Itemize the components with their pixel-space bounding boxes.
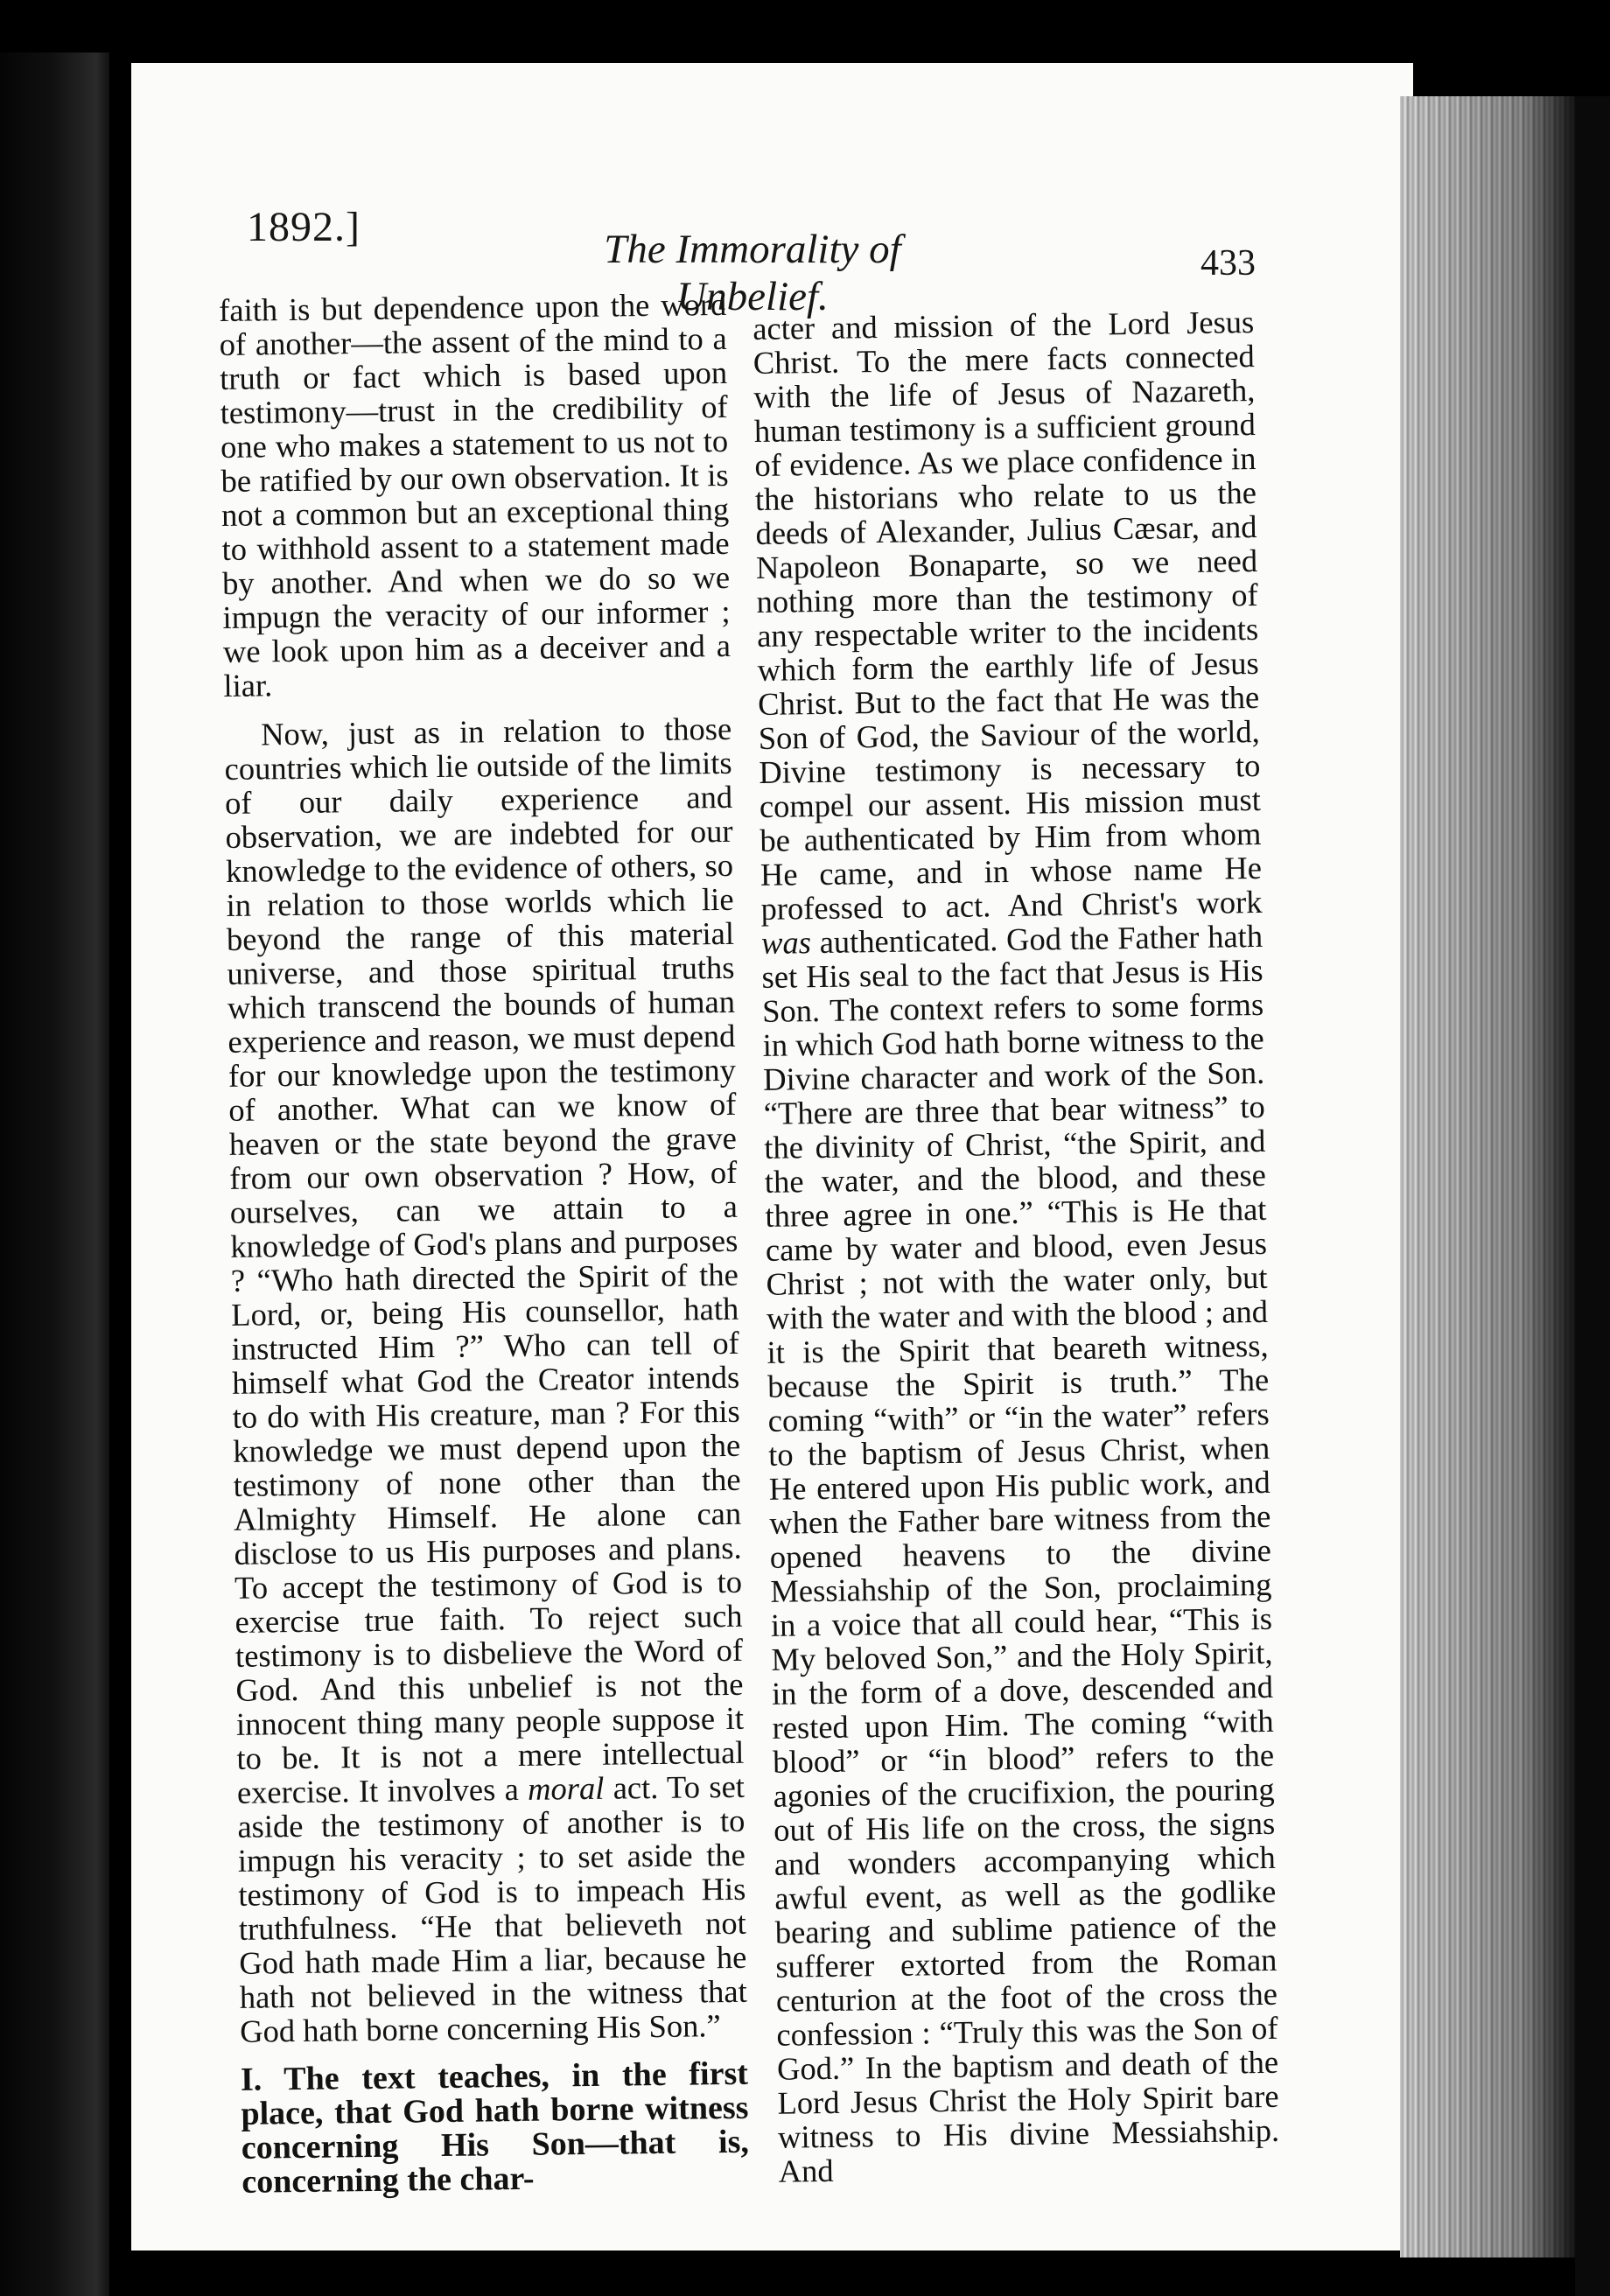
italic-word: was [760, 924, 812, 961]
right-scan-edge [1575, 96, 1610, 2296]
italic-word: moral [527, 1769, 605, 1807]
paragraph: faith is but dependence upon the word of another—the assent of the mind to a truth or fact which is based upon testimony—trust in the credibility of one who makes a statement to us not to be ratified by our own observation. It is not a common but an exceptional thing to withhold assent to a statement made by another. And when we do so we impugn the veracity of our informer ; we look upon him as a deceiver and a liar. [218, 285, 732, 704]
page-number: 433 [1200, 243, 1256, 284]
paragraph-text: Now, just as in relation to those countries which lie outside of the limits of our daily experience and observation, we are indebted for our knowledge to the evidence of others, so in relation to those worlds which lie beyond the range of this material universe, and those spiritual truths which transcend the bounds of human experience and reason, we must depend for our knowledge upon the testimony of another. What can we know of heaven or the state beyond the grave from our own observation ? How, of ourselves, can we attain to a knowledge of God's plans and purposes ? “Who hath directed the Spirit of the Lord, or, being His counsellor, hath instructed Him ?” Who can tell of himself what God the Creator intends to do with His creature, man ? For this knowledge we must depend upon the testimony of none other than the Almighty Himself. He alone can disclose to us His purposes and plans. To accept the testimony of God is to exercise true faith. To reject such testimony is to disbelieve the Word of God. And this unbelief is not the innocent thing many people suppose it to be. It is not a mere intellectual exercise. It involves a [224, 710, 745, 1810]
left-column [219, 287, 750, 2200]
paragraph-text: act. To set aside the testimony of another is to impugn his veracity ; to set aside the testimony of God is to impeach His truthfulness. “He that believeth not God hath made Him a liar, because he hath not believed in the witness that God hath borne concerning His Son.” [237, 1768, 747, 2049]
left-page-edge [0, 52, 109, 2296]
paragraph-text: authenticated. God the Father hath set His seal to the fact that Jesus is His Son. The context refers to some forms in which God hath borne witness to the Divine character and work of the Son. “There are three that bear witness” to the divinity of Christ, “the Spirit, and the water, and the blood, and these three agree in one.” “This is He that came by water and blood, even Jesus Christ ; not with the water only, but with the water and with the blood ; and it is the Spirit that beareth witness, because the Spirit is truth.” The coming “with” or “in the water” refers to the baptism of Jesus Christ, when He entered upon His public work, and when the Father bare witness from the opened heavens to the divine Messiahship of the Son, proclaiming in a voice that all could hear, “This is My beloved Son,” and the Holy Spirit, in the form of a dove, descended and rested upon Him. The coming “with blood” or “in blood” refers to the agonies of the crucifixion, the pouring out of His life on the cross, the signs and wonders accompanying which awful event, as well as the godlike bearing and sublime patience of the sufferer extorted from the Roman centurion at the foot of the cross the confession : “Truly this was the Son of God.” In the baptism and death of the Lord Jesus Christ the Holy Spirit bare witness to His divine Messiahship. And [761, 917, 1280, 2189]
section-lead-paragraph: I. The text teaches, in the first place, that God hath borne witness concerning His Son—that is, concerning the char- [240, 2054, 750, 2201]
running-head-year: 1892.] [247, 204, 360, 250]
running-head-title: The Immorality of Unbelief. [604, 227, 901, 319]
page-edge-stack [1400, 96, 1575, 2258]
paragraph [752, 304, 1280, 2188]
right-column [752, 304, 1280, 2188]
paragraph-text: acter and mission of the Lord Jesus Christ. To the mere facts connected with the life of Jesus of Nazareth, human testimony is a sufficient ground of evidence. As we place confidence in the historians who relate to us the deeds of Alexander, Julius Cæsar, and Napoleon Bonaparte, so we need nothing more than the testimony of any respectable writer to the incidents which form the earthly life of Jesus Christ. But to the fact that He was the Son of God, the Saviour of the world, Divine testimony is necessary to compel our assent. His mission must be authenticated by Him from whom He came, and in whose name He professed to act. And Christ's work [752, 303, 1263, 927]
paragraph [224, 711, 748, 2048]
